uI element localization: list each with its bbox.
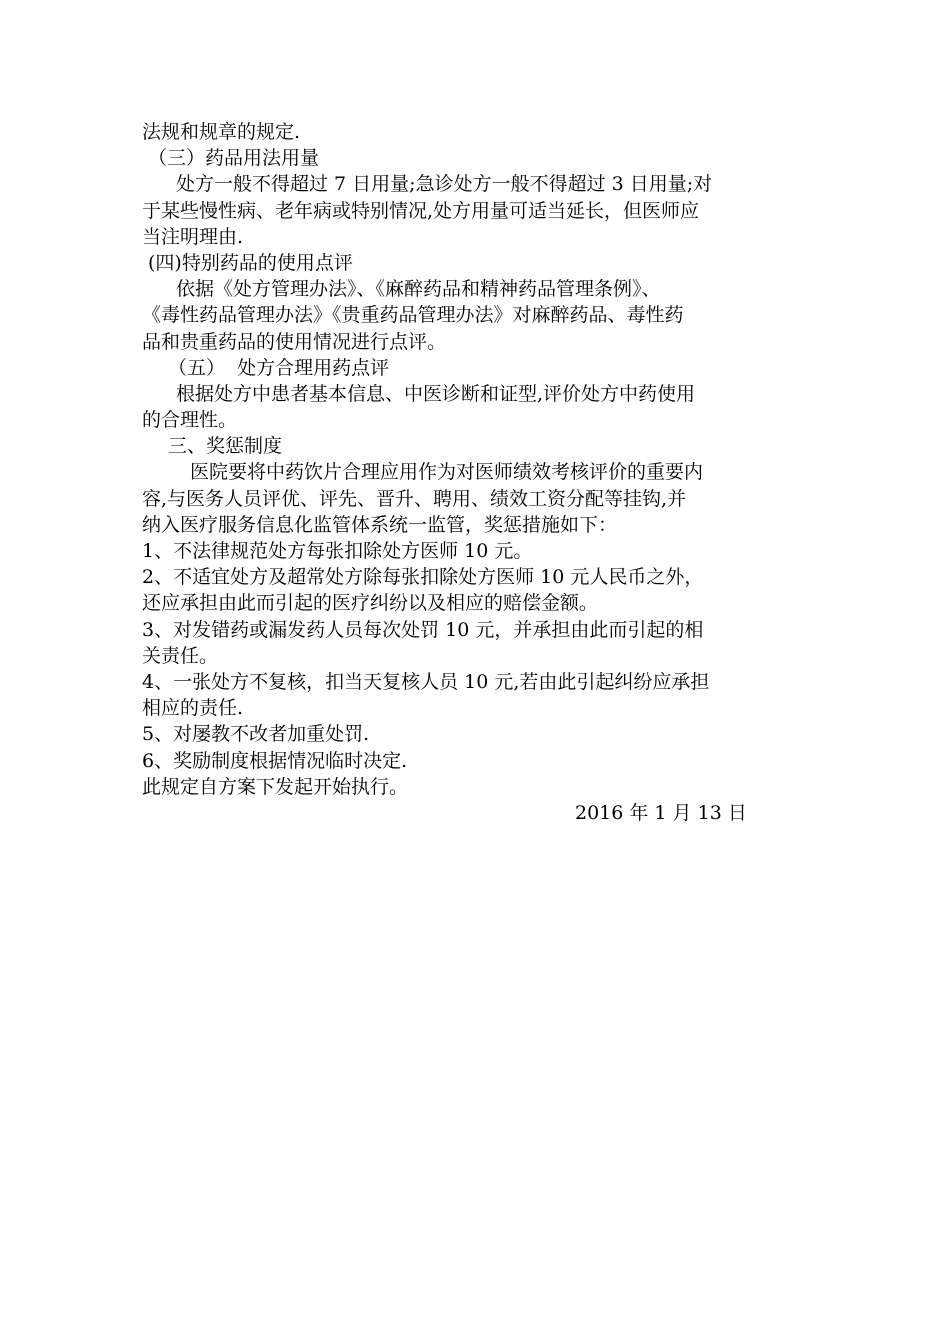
- section-heading-dosage: （三）药品用法用量: [148, 147, 320, 170]
- text-line: 法规和规章的规定.: [142, 121, 301, 143]
- section-heading-rewards-penalties: 三、奖惩制度: [168, 435, 283, 458]
- text-line: 根据处方中患者基本信息、中医诊断和证型,评价处方中药使用: [176, 382, 696, 405]
- list-item: 2、不适宜处方及超常处方除每张扣除处方医师 10 元人民币之外，: [142, 566, 704, 589]
- text-line: 医院要将中药饮片合理应用作为对医师绩效考核评价的重要内: [190, 461, 704, 484]
- text-line: 容,与医务人员评优、评先、晋升、聘用、绩效工资分配等挂钩,并: [142, 487, 687, 510]
- list-item: 4、一张处方不复核，扣当天复核人员 10 元,若由此引起纠纷应承担: [142, 670, 710, 693]
- text-line: 依据《处方管理办法》、《麻醉药品和精神药品管理条例》、: [176, 278, 661, 301]
- text-line: 《毒性药品管理办法》《贵重药品管理办法》对麻醉药品、毒性药: [142, 304, 684, 327]
- text-line: 处方一般不得超过 7 日用量;急诊处方一般不得超过 3 日用量;对: [176, 173, 713, 196]
- document-body: [142, 119, 812, 826]
- section-heading-rational-use: （五） 处方合理用药点评: [168, 356, 390, 379]
- text-line: 的合理性。: [142, 409, 238, 432]
- text-line: 于某些慢性病、老年病或特别情况,处方用量可适当延长，但医师应: [142, 199, 700, 222]
- section-heading-special-drugs: (四)特别药品的使用点评: [148, 251, 353, 274]
- text-line: 当注明理由.: [142, 225, 244, 248]
- document-date: 2016 年 1 月 13 日: [575, 801, 747, 824]
- text-line: 品和贵重药品的使用情况进行点评。: [142, 330, 447, 353]
- text-line: 关责任。: [142, 644, 219, 667]
- list-item: 3、对发错药或漏发药人员每次处罚 10 元，并承担由此而引起的相: [142, 618, 704, 641]
- text-line: 此规定自方案下发起开始执行。: [142, 775, 409, 798]
- text-line: 还应承担由此而引起的医疗纠纷以及相应的赔偿金额。: [142, 592, 599, 615]
- list-item: 1、不法律规范处方每张扣除处方医师 10 元。: [142, 540, 533, 562]
- text-line: 相应的责任.: [142, 697, 244, 720]
- list-item: 6、奖励制度根据情况临时决定.: [142, 749, 408, 772]
- text-line: 纳入医疗服务信息化监管体系统一监管，奖惩措施如下：: [142, 513, 618, 536]
- list-item: 5、对屡教不改者加重处罚.: [142, 723, 370, 746]
